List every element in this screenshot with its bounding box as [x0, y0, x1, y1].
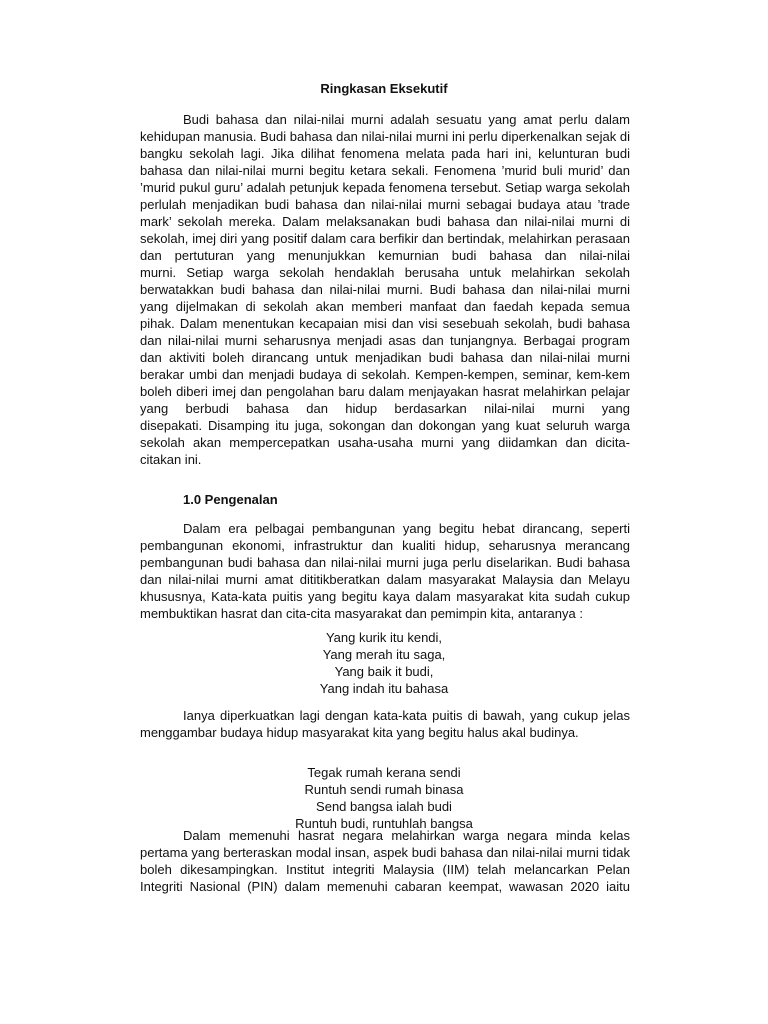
text-line: sekolah akan mempercepatkan usaha-usaha murni yang diidamkan dan dicita-	[140, 435, 630, 450]
text-line: bangku sekolah lagi. Jika dilihat fenomena melata pada hari ini, kelunturan budi	[140, 146, 630, 161]
section-heading: 1.0 Pengenalan	[183, 492, 278, 507]
poem-line: Yang kurik itu kendi,	[325, 630, 443, 645]
poem-stanza-1	[0, 629, 768, 697]
text-line: boleh dikesampingkan. Institut integriti Malaysia (IIM) telah melancarkan Pelan	[140, 862, 630, 877]
text-line: khususnya, Kata-kata puitis yang begitu kaya dalam masyarakat kita sudah cukup	[140, 589, 630, 604]
text-line: Integriti Nasional (PIN) dalam memenuhi cabaran keempat, wawasan 2020 iaitu	[140, 879, 630, 894]
text-line: menggambar budaya hidup masyarakat kita yang begitu halus akal budinya.	[140, 725, 579, 740]
poem-line: Tegak rumah kerana sendi	[307, 765, 461, 780]
text-line: mark’ sekolah mereka. Dalam melaksanakan budi bahasa dan nilai-nilai murni di	[140, 214, 630, 229]
text-line: pihak. Dalam menentukan kecapaian misi dan visi sesebuah sekolah, budi bahasa	[140, 316, 630, 331]
text-line: membuktikan hasrat dan cita-cita masyarakat dan pemimpin kita, antaranya :	[140, 606, 583, 621]
text-line: pertama yang berteraskan modal insan, aspek budi bahasa dan nilai-nilai murni tidak	[140, 845, 630, 860]
executive-summary-paragraph	[140, 111, 630, 468]
text-line: yang dijelmakan di sekolah akan memberi manfaat dan faedah kepada semua	[140, 299, 630, 314]
poem-line: Yang merah itu saga,	[322, 647, 446, 662]
poem-line: Send bangsa ialah budi	[316, 799, 452, 814]
text-line: boleh diberi imej dan pengolahan baru dalam menjayakan hasrat melahirkan pelajar	[140, 384, 630, 399]
text-line: dan nilai-nilai murni seharusnya menjadi asas dan tunjangnya. Berbagai program	[140, 333, 630, 348]
final-paragraph	[140, 827, 630, 895]
text-line: kehidupan manusia. Budi bahasa dan nilai-nilai murni ini perlu diperkenalkan sejak di	[140, 129, 630, 144]
page-title: Ringkasan Eksekutif	[320, 81, 448, 96]
text-line: dan pertuturan yang menunjukkan kemurnian budi bahasa dan nilai-nilai	[140, 248, 630, 263]
text-line: dan nilai-nilai murni amat dititikberatkan dalam masyarakat Malaysia dan Melayu	[140, 572, 630, 587]
text-line: murni. Setiap warga sekolah hendaklah berusaha untuk melahirkan sekolah	[140, 265, 630, 280]
text-line: yang berbudi bahasa dan hidup berdasarkan nilai-nilai murni yang	[140, 401, 630, 416]
text-line: disepakati. Disamping itu juga, sokongan dan dokongan yang kuat seluruh warga	[140, 418, 630, 433]
text-line: pembangunan budi bahasa dan nilai-nilai murni juga perlu diselarikan. Budi bahasa	[140, 555, 630, 570]
intro-paragraph	[140, 520, 630, 622]
poem-line: Yang indah itu bahasa	[319, 681, 449, 696]
text-line: Ianya diperkuatkan lagi dengan kata-kata puitis di bawah, yang cukup jelas	[183, 708, 630, 723]
text-line: Budi bahasa dan nilai-nilai murni adalah sesuatu yang amat perlu dalam	[183, 112, 630, 127]
text-line: bahasa dan nilai-nilai murni begitu ketara sekali. Fenomena ’murid buli murid’ dan	[140, 163, 630, 178]
text-line: berwatakkan budi bahasa dan nilai-nilai murni. Budi bahasa dan nilai-nilai murni	[140, 282, 630, 297]
poem-line: Yang baik it budi,	[334, 664, 434, 679]
poem-line: Runtuh budi, runtuhlah bangsa	[295, 816, 473, 831]
text-line: Dalam memenuhi hasrat negara melahirkan warga negara minda kelas	[183, 828, 630, 843]
text-line: dan aktiviti boleh dirancang untuk menjadikan budi bahasa dan nilai-nilai murni	[140, 350, 630, 365]
text-line: sekolah, imej diri yang positif dalam cara berfikir dan bertindak, melahirkan perasaan	[140, 231, 630, 246]
bridge-paragraph	[140, 707, 630, 741]
text-line: Dalam era pelbagai pembangunan yang begitu hebat dirancang, seperti	[183, 521, 630, 536]
text-line: berakar umbi dan menjadi budaya di sekolah. Kempen-kempen, seminar, kem-kem	[140, 367, 630, 382]
text-line: ’murid pukul guru’ adalah petunjuk kepada fenomena tersebut. Setiap warga sekolah	[140, 180, 630, 195]
text-line: pembangunan ekonomi, infrastruktur dan kualiti hidup, seharusnya merancang	[140, 538, 630, 553]
poem-line: Runtuh sendi rumah binasa	[304, 782, 464, 797]
text-line: perlulah menjadikan budi bahasa dan nilai-nilai murni sebagai budaya atau ’trade	[140, 197, 630, 212]
text-line: citakan ini.	[140, 452, 202, 467]
poem-stanza-2	[0, 764, 768, 832]
